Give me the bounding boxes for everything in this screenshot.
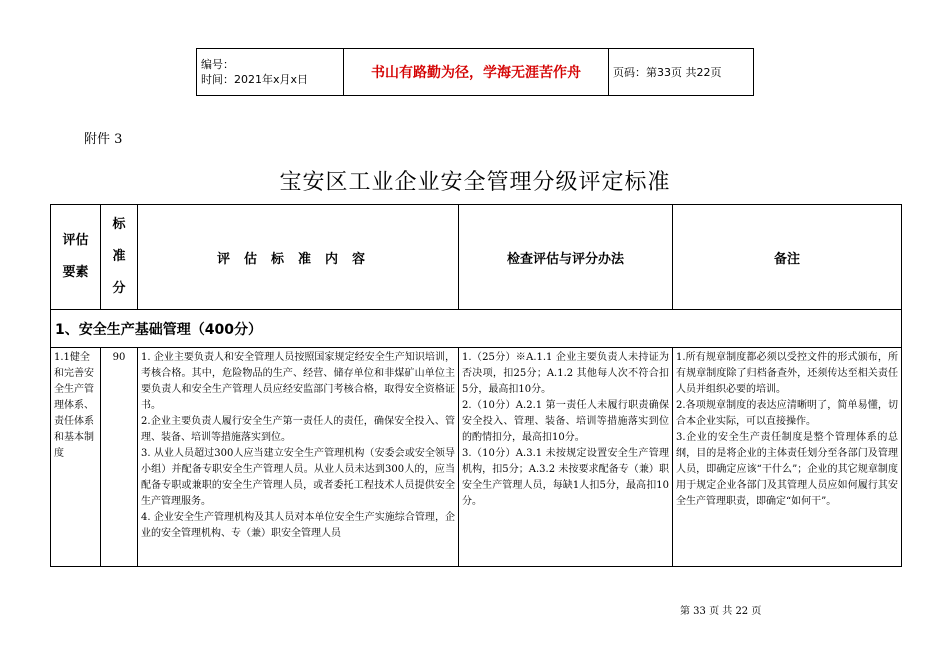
remark-item: 2.各项规章制度的表达应清晰明了，简单易懂，切合本企业实际，可以直接操作。 xyxy=(676,400,898,427)
header-score-line2: 准 xyxy=(112,249,126,264)
section-row xyxy=(51,310,902,348)
content-item: 4. 企业安全生产管理机构及其人员对本单位安全生产实施综合管理，企业的安全管理机构、专（兼）职安全管理人员 xyxy=(141,512,455,539)
method-item: 2.（10分）A.2.1 第一责任人未履行职责确保安全投入、管理、装备、培训等措施落实到位的酌情扣分，最高扣10分。 xyxy=(462,400,669,443)
header-element-line1: 评估 xyxy=(62,233,89,248)
remark-cell xyxy=(673,348,902,567)
method-item: 1.（25分）※A.1.1 企业主要负责人未持证为否决项，扣25分；A.1.2 其他每人次不符合扣5分，最高扣10分。 xyxy=(462,352,669,395)
table-header-row xyxy=(51,205,902,310)
page-header-table xyxy=(196,48,754,96)
header-score-line3: 分 xyxy=(112,281,126,296)
standards-table xyxy=(50,204,902,567)
document-title: 宝安区工业企业安全管理分级评定标准 xyxy=(279,170,671,195)
header-date-label: 时间：2021年x月x日 xyxy=(201,73,309,86)
header-page-label: 页码：第33页 共22页 xyxy=(609,49,754,96)
method-cell xyxy=(459,348,673,567)
header-meta-cell xyxy=(197,49,344,96)
content-item: 3. 从业人员超过300人应当建立安全生产管理机构（安委会或安全领导小组）并配备专职安全生产管理人员。从业人员未达到300人的，应当配备专职或兼职的安全生产管理人员，或者委托工程技术人员提供安全生产管理服务。 xyxy=(141,448,455,507)
section-title: 1、安全生产基础管理（400分） xyxy=(51,310,902,348)
content-item: 1. 企业主要负责人和安全管理人员按照国家规定经安全生产知识培训，考核合格。其中，危险物品的生产、经营、储存单位和非煤矿山单位主要负责人和安全生产管理人员应经安监部门考核合格，取得安全资格证书。 xyxy=(141,352,455,411)
score-cell: 90 xyxy=(101,348,138,567)
page-footer: 第 33 页 共 22 页 xyxy=(680,606,762,617)
header-content: 评估标准内容 xyxy=(138,205,459,310)
content-item: 2.企业主要负责人履行安全生产第一责任人的责任，确保安全投入、管理、装备、培训等措施落实到位。 xyxy=(141,416,455,443)
attachment-label: 附件 3 xyxy=(84,132,123,147)
content-cell xyxy=(138,348,459,567)
header-method: 检查评估与评分办法 xyxy=(459,205,673,310)
table-row xyxy=(51,348,902,567)
header-score xyxy=(101,205,138,310)
header-number-label: 编号： xyxy=(201,58,234,71)
header-remark: 备注 xyxy=(673,205,902,310)
header-element-line2: 要素 xyxy=(62,265,89,280)
header-element xyxy=(51,205,101,310)
remark-item: 1.所有规章制度都必须以受控文件的形式颁布，所有规章制度除了归档备查外，还须传达至相关责任人员并组织必要的培训。 xyxy=(676,352,898,395)
header-score-line1: 标 xyxy=(112,217,126,232)
remark-item: 3.企业的安全生产责任制度是整个管理体系的总纲，目的是将企业的主体责任划分至各部门及管理人员，即确定应该“干什么”；企业的其它规章制度用于规定企业各部门及其管理人员应如何履行其安全生产管理职责，即确定“如何干”。 xyxy=(676,432,898,507)
method-item: 3.（10分）A.3.1 未按规定设置安全生产管理机构，扣5分；A.3.2 未按要求配备专（兼）职安全生产管理人员，每缺1人扣5分，最高扣10分。 xyxy=(462,448,669,507)
header-motto: 书山有路勤为径，学海无涯苦作舟 xyxy=(344,49,609,96)
element-cell: 1.1健全和完善安全生产管理体系、责任体系和基本制度 xyxy=(51,348,101,567)
